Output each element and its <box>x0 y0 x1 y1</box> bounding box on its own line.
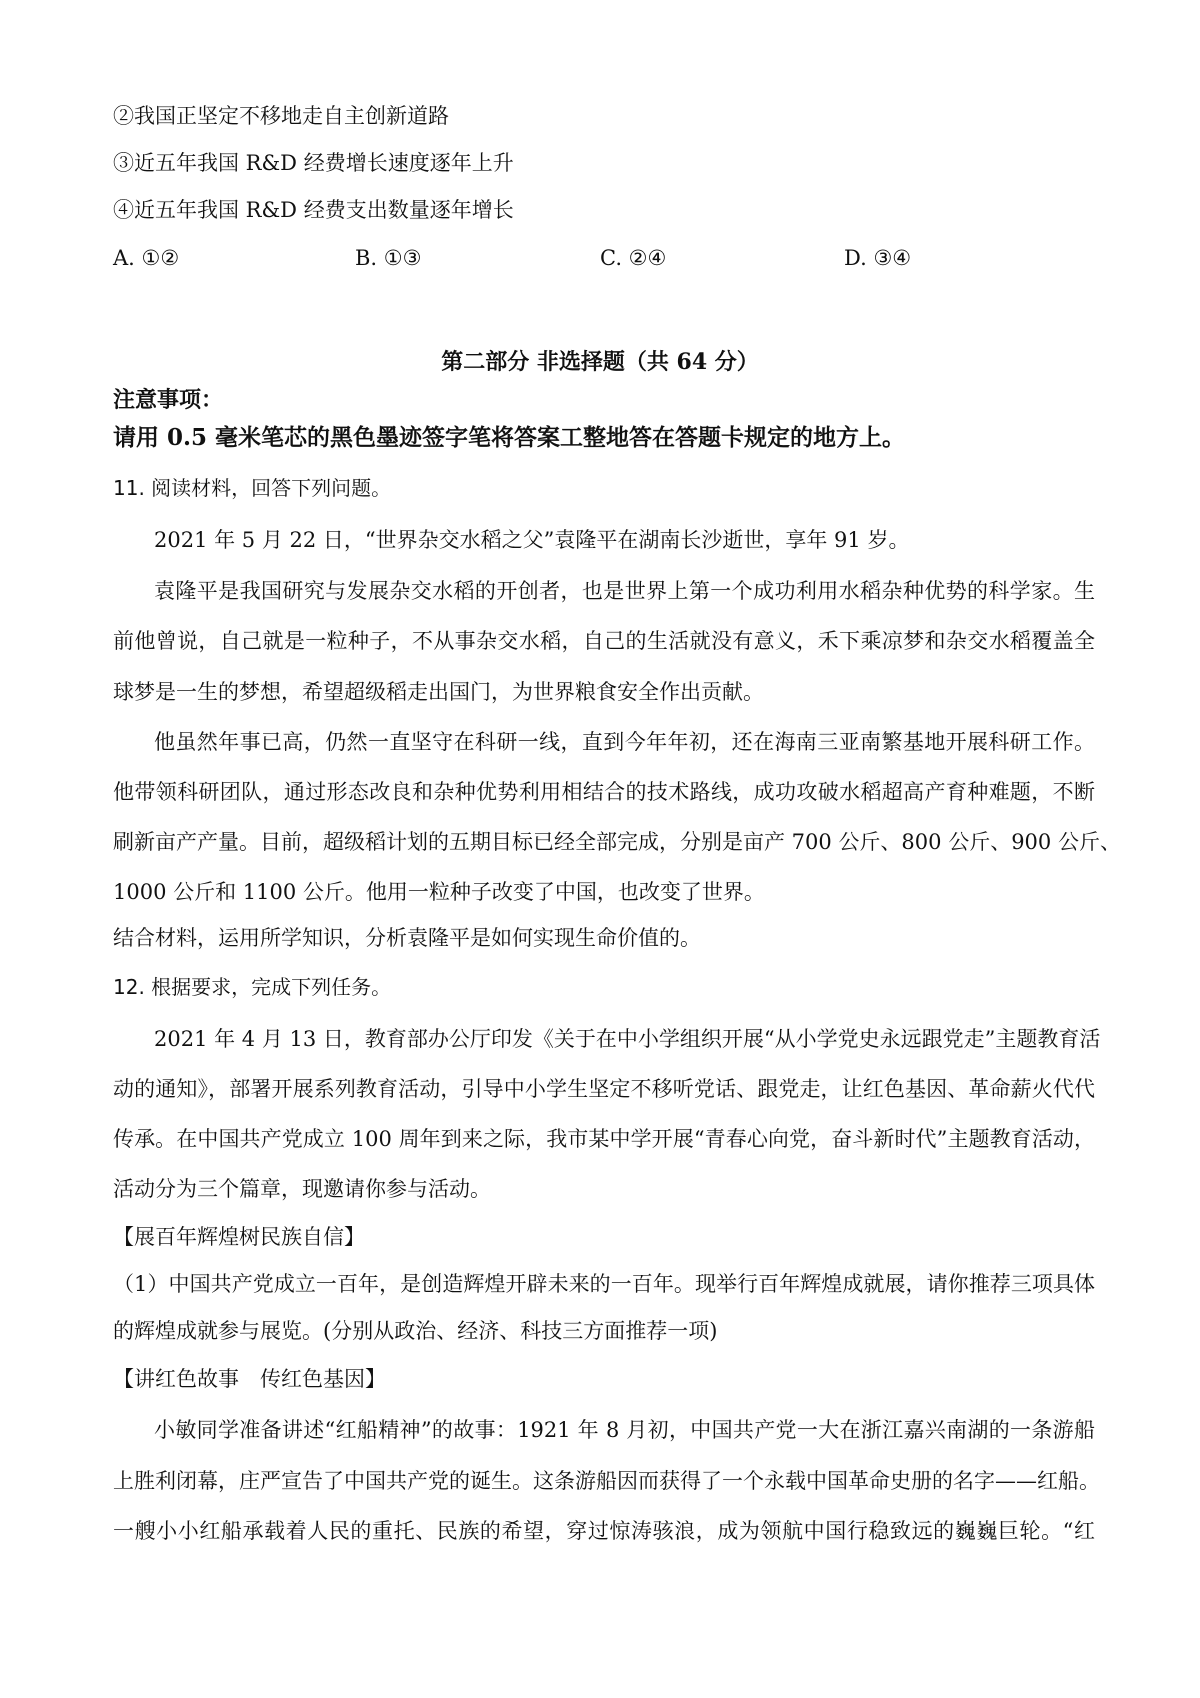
choice-item-2: ②我国正坚定不移地走自主创新道路 <box>113 104 449 128</box>
q11-paragraph-2-line-1: 袁隆平是我国研究与发展杂交水稻的开创者，也是世界上第一个成功利用水稻杂种优势的科学家。生 <box>154 579 1095 603</box>
story-line-3: 一艘小小红船承载着人民的重托、民族的希望，穿过惊涛骇浪，成为领航中国行稳致远的巍巍巨轮。“红 <box>113 1519 1095 1543</box>
q12-paragraph-line-1: 2021 年 4 月 13 日，教育部办公厅印发《关于在中小学组织开展“从小学党史永远跟党走”主题教育活 <box>154 1027 1101 1051</box>
section-heading-2: 【讲红色故事 传红色基因】 <box>113 1367 386 1391</box>
option-a: A. ①② <box>113 246 180 270</box>
option-d: D. ③④ <box>844 246 912 270</box>
part2-title: 第二部分 非选择题（共 64 分） <box>441 349 759 375</box>
task-1-line-1: （1）中国共产党成立一百年，是创造辉煌开辟未来的一百年。现举行百年辉煌成就展，请你推荐三项具体 <box>113 1272 1095 1296</box>
q11-paragraph-3-line-2: 他带领科研团队，通过形态改良和杂种优势利用相结合的技术路线，成功攻破水稻超高产育种难题，不断 <box>113 780 1095 804</box>
q12-stem: 12. 根据要求，完成下列任务。 <box>113 975 392 999</box>
notice-heading: 注意事项： <box>113 387 224 413</box>
option-c: C. ②④ <box>600 246 667 270</box>
story-line-1: 小敏同学准备讲述“红船精神”的故事：1921 年 8 月初，中国共产党一大在浙江嘉兴南湖的一条游船 <box>154 1418 1095 1442</box>
story-line-2: 上胜利闭幕，庄严宣告了中国共产党的诞生。这条游船因而获得了一个永载中国革命史册的名字——红船。 <box>113 1469 1100 1493</box>
q12-paragraph-line-2: 动的通知》，部署开展系列教育活动，引导中小学生坚定不移听党话、跟党走，让红色基因、革命薪火代代 <box>113 1077 1095 1101</box>
q11-stem: 11. 阅读材料，回答下列问题。 <box>113 476 392 500</box>
section-heading-1: 【展百年辉煌树民族自信】 <box>113 1225 365 1249</box>
q11-paragraph-3-line-4: 1000 公斤和 1100 公斤。他用一粒种子改变了中国，也改变了世界。 <box>113 880 765 904</box>
q11-paragraph-3-line-1: 他虽然年事已高，仍然一直坚守在科研一线，直到今年年初，还在海南三亚南繁基地开展科研工作。 <box>154 730 1095 754</box>
notice-text: 请用 0.5 毫米笔芯的黑色墨迹签字笔将答案工整地答在答题卡规定的地方上。 <box>113 424 906 451</box>
q12-paragraph-line-4: 活动分为三个篇章，现邀请你参与活动。 <box>113 1177 491 1201</box>
choice-item-3: ③近五年我国 R&D 经费增长速度逐年上升 <box>113 151 514 175</box>
q11-paragraph-3-line-3: 刷新亩产产量。目前，超级稻计划的五期目标已经全部完成，分别是亩产 700 公斤、800 公斤、900 公斤、 <box>113 830 1121 854</box>
choice-item-4: ④近五年我国 R&D 经费支出数量逐年增长 <box>113 198 514 222</box>
q11-paragraph-2-line-3: 球梦是一生的梦想，希望超级稻走出国门，为世界粮食安全作出贡献。 <box>113 680 764 704</box>
q11-question: 结合材料，运用所学知识，分析袁隆平是如何实现生命价值的。 <box>113 926 701 950</box>
q11-paragraph-2-line-2: 前他曾说，自己就是一粒种子，不从事杂交水稻，自己的生活就没有意义，禾下乘凉梦和杂交水稻覆盖全 <box>113 629 1095 653</box>
task-1-line-2: 的辉煌成就参与展览。(分别从政治、经济、科技三方面推荐一项) <box>113 1319 718 1343</box>
q12-paragraph-line-3: 传承。在中国共产党成立 100 周年到来之际，我市某中学开展“青春心向党，奋斗新时代”主题教育活动， <box>113 1127 1095 1151</box>
option-b: B. ①③ <box>355 246 422 270</box>
q11-paragraph-1: 2021 年 5 月 22 日，“世界杂交水稻之父”袁隆平在湖南长沙逝世，享年 91 岁。 <box>154 528 910 552</box>
